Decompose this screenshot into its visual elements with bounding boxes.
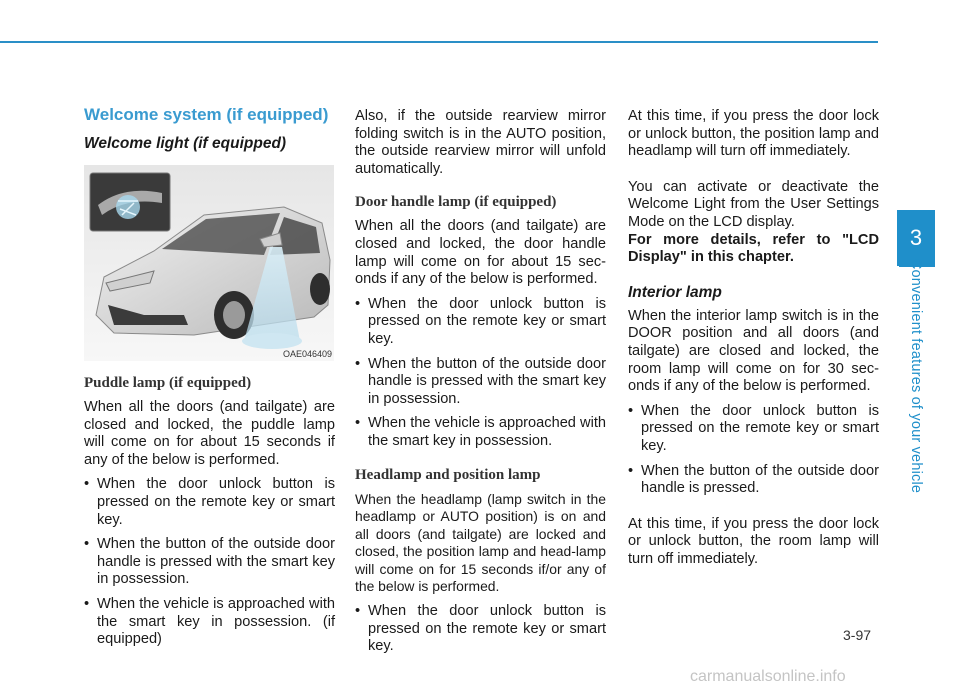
chapter-title: Convenient features of your vehicle <box>908 258 924 494</box>
door-handle-lamp-text: When all the doors (and tailgate) are closed and locked, the door handle lamp will come on for about 15 sec-onds if any of the below is performed. <box>355 218 606 288</box>
column-3 <box>628 108 879 568</box>
car-puddle-lamp-image <box>84 165 334 361</box>
chapter-tab <box>897 210 935 266</box>
lamp-off-text: At this time, if you press the door lock or unlock button, the position lamp and headlamp will turn off immediately. <box>628 108 879 160</box>
lcd-display-reference: For more details, refer to "LCD Display" in this chapter. <box>628 231 879 266</box>
room-lamp-off-text: At this time, if you press the door lock or unlock button, the room lamp will turn off immediately. <box>628 515 879 567</box>
welcome-light-settings-text: You can activate or deactivate the Welcome Light from the User Settings Mode on the LCD display. <box>628 178 879 230</box>
welcome-light-heading: Welcome light (if equipped) <box>84 135 287 152</box>
list-item: • When the door unlock button is pressed on the remote key or smart key. <box>355 296 606 349</box>
chapter-number: 3 <box>909 225 923 250</box>
welcome-light-illustration <box>84 165 334 361</box>
list-item: • When the button of the outside door handle is pressed. <box>628 463 879 498</box>
puddle-lamp-heading: Puddle lamp (if equipped) <box>84 375 252 391</box>
welcome-system-heading: Welcome system (if equipped) <box>84 105 329 124</box>
list-item: • When the button of the outside door handle is pressed with the smart key in possession. <box>355 356 606 409</box>
column-1 <box>84 105 335 649</box>
interior-lamp-list <box>628 403 879 498</box>
headlamp-text: When the headlamp (lamp switch in the headlamp or AUTO position) is on and all doors (and tailgate) are locked and closed, the position lamp and head-lamp will come on for 15 seconds if/or any of the below is performed. <box>355 490 606 595</box>
image-code: OAE046409 <box>282 349 332 359</box>
headlamp-heading: Headlamp and position lamp <box>355 466 541 483</box>
list-item: • When the vehicle is approached with the smart key in possession. (if equipped) <box>84 596 335 649</box>
interior-lamp-heading: Interior lamp <box>628 283 722 301</box>
list-item: • When the vehicle is approached with the smart key in possession. <box>355 415 606 450</box>
list-item: • When the button of the outside door handle is pressed with the smart key in possession. <box>84 536 335 589</box>
header-rule <box>0 41 878 43</box>
list-item: • When the door unlock button is pressed on the remote key or smart key. <box>628 403 879 456</box>
column-2 <box>355 108 606 656</box>
list-item: • When the door unlock button is pressed on the remote key or smart key. <box>355 603 606 656</box>
door-handle-lamp-heading: Door handle lamp (if equipped) <box>355 194 557 211</box>
watermark: carmanualsonline.info <box>690 668 846 685</box>
list-item: • When the door unlock button is pressed on the remote key or smart key. <box>84 476 335 529</box>
mirror-unfold-text: Also, if the outside rearview mirror folding switch is in the AUTO position, the outside rearview mirror will unfold automatically. <box>355 108 606 177</box>
door-handle-lamp-list <box>355 296 606 451</box>
puddle-lamp-list <box>84 476 335 648</box>
headlamp-list <box>355 603 606 656</box>
interior-lamp-text: When the interior lamp switch is in the DOOR position and all doors (and tailgate) are closed and locked, the room lamp will come on for 30 sec-onds if any of the below is performed. <box>628 307 879 395</box>
puddle-lamp-text: When all the doors (and tailgate) are closed and locked, the puddle lamp will come on for about 15 seconds if any of the below is performed. <box>84 399 335 468</box>
page-number: 3-97 <box>843 627 872 643</box>
